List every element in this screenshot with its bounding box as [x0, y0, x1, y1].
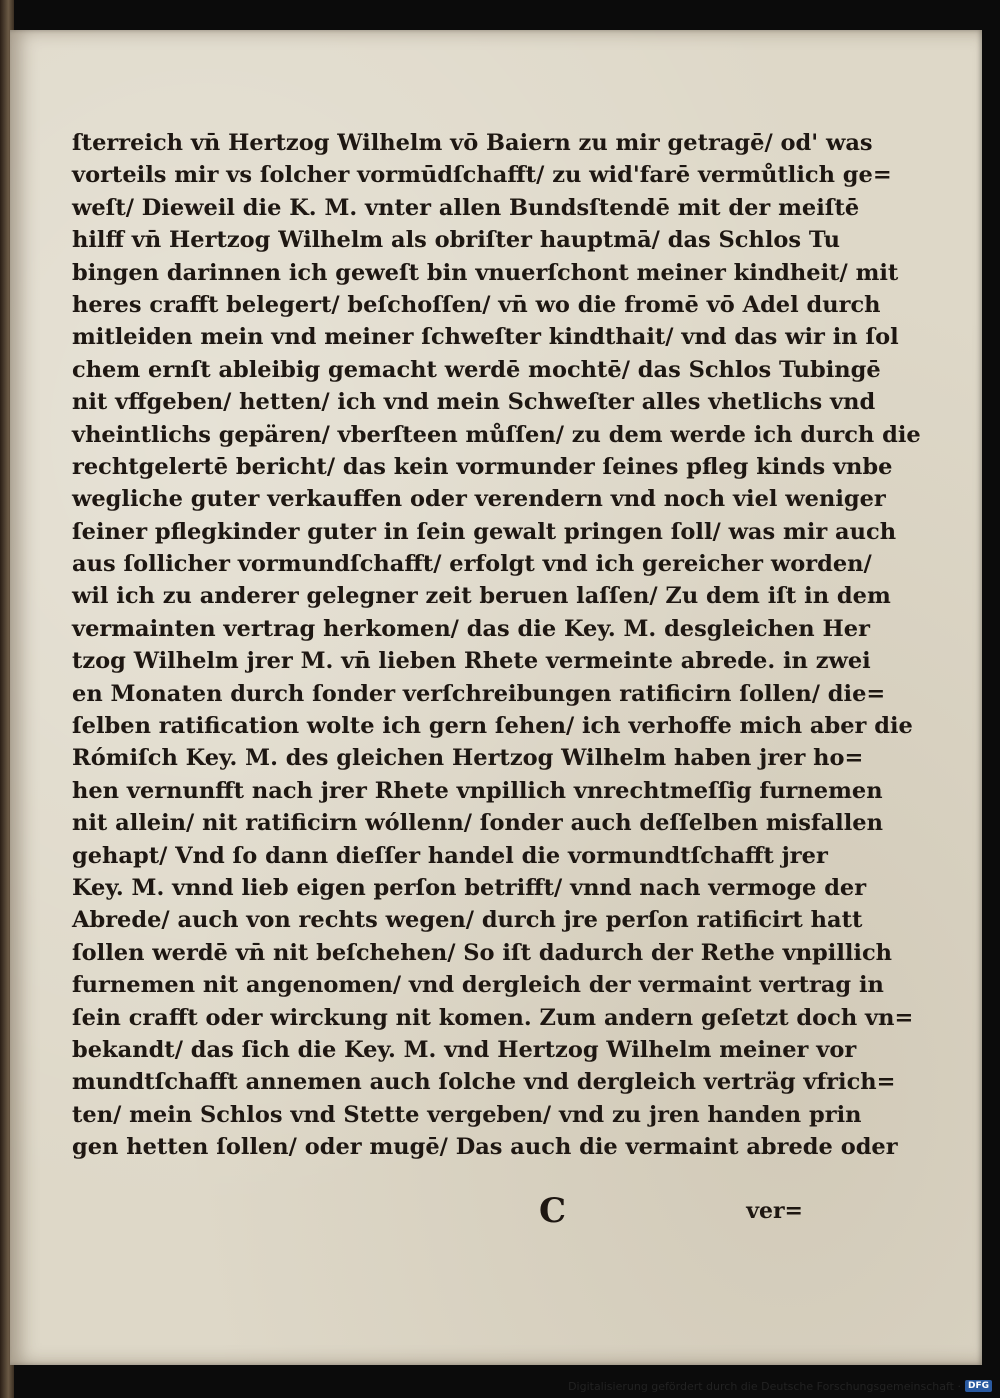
text-line: hen vernunfft nach jrer Rhete vnpillich vnrechtmeſſig furnemen [72, 777, 883, 804]
signature-mark: C [539, 1191, 567, 1231]
body-text [72, 127, 921, 1164]
funding-notice [568, 1378, 992, 1394]
book-page [10, 30, 982, 1365]
text-line: ſelben ratification wolte ich gern ſehen/ ich verhoffe mich aber die [72, 713, 913, 740]
page-foot [72, 1191, 807, 1231]
text-line: nit vffgeben/ hetten/ ich vnd mein Schweſter alles vhetlichs vnd [72, 389, 876, 416]
text-line: weſt/ Dieweil die K. M. vnter allen Bundsſtendē mit der meiſtē [72, 194, 860, 221]
text-line: ſterreich vn̄ Hertzog Wilhelm vō Baiern zu mir getragē/ od' was [72, 130, 873, 156]
funding-text: Digitalisierung gefördert durch die Deutsche Forschungsgemeinschaft · [568, 1379, 961, 1393]
text-line: Key. M. vnnd lieb eigen perſon betrifft/ vnnd nach vermoge der [72, 874, 867, 901]
text-line: gen hetten ſollen/ oder mugē/ Das auch die vermaint abrede oder [72, 1134, 898, 1161]
text-line: tzog Wilhelm jrer M. vn̄ lieben Rhete vermeinte abrede. in zwei [72, 648, 871, 675]
text-line: wegliche guter verkauffen oder verendern vnd noch viel weniger [72, 486, 886, 513]
text-line: ten/ mein Schlos vnd Stette vergeben/ vnd zu jren handen prin [72, 1101, 862, 1128]
text-line: ſeiner pflegkinder guter in ſein gewalt pringen ſoll/ was mir auch [72, 518, 897, 545]
text-line: vermainten vertrag herkomen/ das die Key. M. desgleichen Her [72, 615, 870, 642]
text-line: furnemen nit angenomen/ vnd dergleich der vermaint vertrag in [72, 972, 884, 999]
text-line: ſollen werdē vn̄ nit beſchehen/ So iſt dadurch der Rethe vnpillich [72, 939, 893, 966]
text-line: vheintlichs gepären/ vberſteen můſſen/ zu dem werde ich durch die [72, 421, 921, 448]
text-line: bingen darinnen ich geweſt bin vnuerſchont meiner kindheit/ mit [72, 259, 899, 286]
text-line: ſein crafft oder wirckung nit komen. Zum andern geſetzt doch vn= [72, 1004, 914, 1031]
text-line: Abrede/ auch von rechts wegen/ durch jre perſon ratificirt hatt [72, 907, 863, 934]
text-line: nit allein/ nit ratificirn wóllenn/ ſonder auch deſſelben misfallen [72, 810, 883, 837]
text-line: gehapt/ Vnd ſo dann dieſſer handel die vormundtſchafft jrer [72, 842, 828, 869]
text-line: mitleiden mein vnd meiner ſchweſter kindthait/ vnd das wir in ſol [72, 324, 899, 351]
text-line: Rómiſch Key. M. des gleichen Hertzog Wilhelm haben jrer ho= [72, 745, 864, 772]
text-line: aus ſollicher vormundſchafft/ erfolgt vnd ich gereicher worden/ [72, 551, 872, 578]
text-line: hilff vn̄ Hertzog Wilhelm als obriſter hauptmā/ das Schlos Tu [72, 227, 840, 254]
text-line: en Monaten durch ſonder verſchreibungen ratificirn ſollen/ die= [72, 680, 886, 707]
text-line: bekandt/ das ſich die Key. M. vnd Hertzog Wilhelm meiner vor [72, 1036, 857, 1063]
dfg-logo-icon: DFG [965, 1380, 992, 1392]
text-line: wil ich zu anderer gelegner zeit beruen laſſen/ Zu dem iſt in dem [72, 583, 891, 610]
text-line: heres crafft belegert/ beſchoſſen/ vn̄ wo die fromē vō Adel durch [72, 291, 881, 318]
catchword: ver= [746, 1198, 803, 1224]
text-line: chem ernſt ableibig gemacht werdē mochtē/ das Schlos Tubingē [72, 356, 881, 383]
text-line: vorteils mir vs ſolcher vormūdſchafft/ zu wid'farē vermůtlich ge= [72, 162, 892, 189]
text-line: mundtſchafft annemen auch ſolche vnd dergleich verträg vfrich= [72, 1069, 896, 1096]
text-line: rechtgelertē bericht/ das kein vormunder ſeines pfleg kinds vnbe [72, 453, 893, 480]
